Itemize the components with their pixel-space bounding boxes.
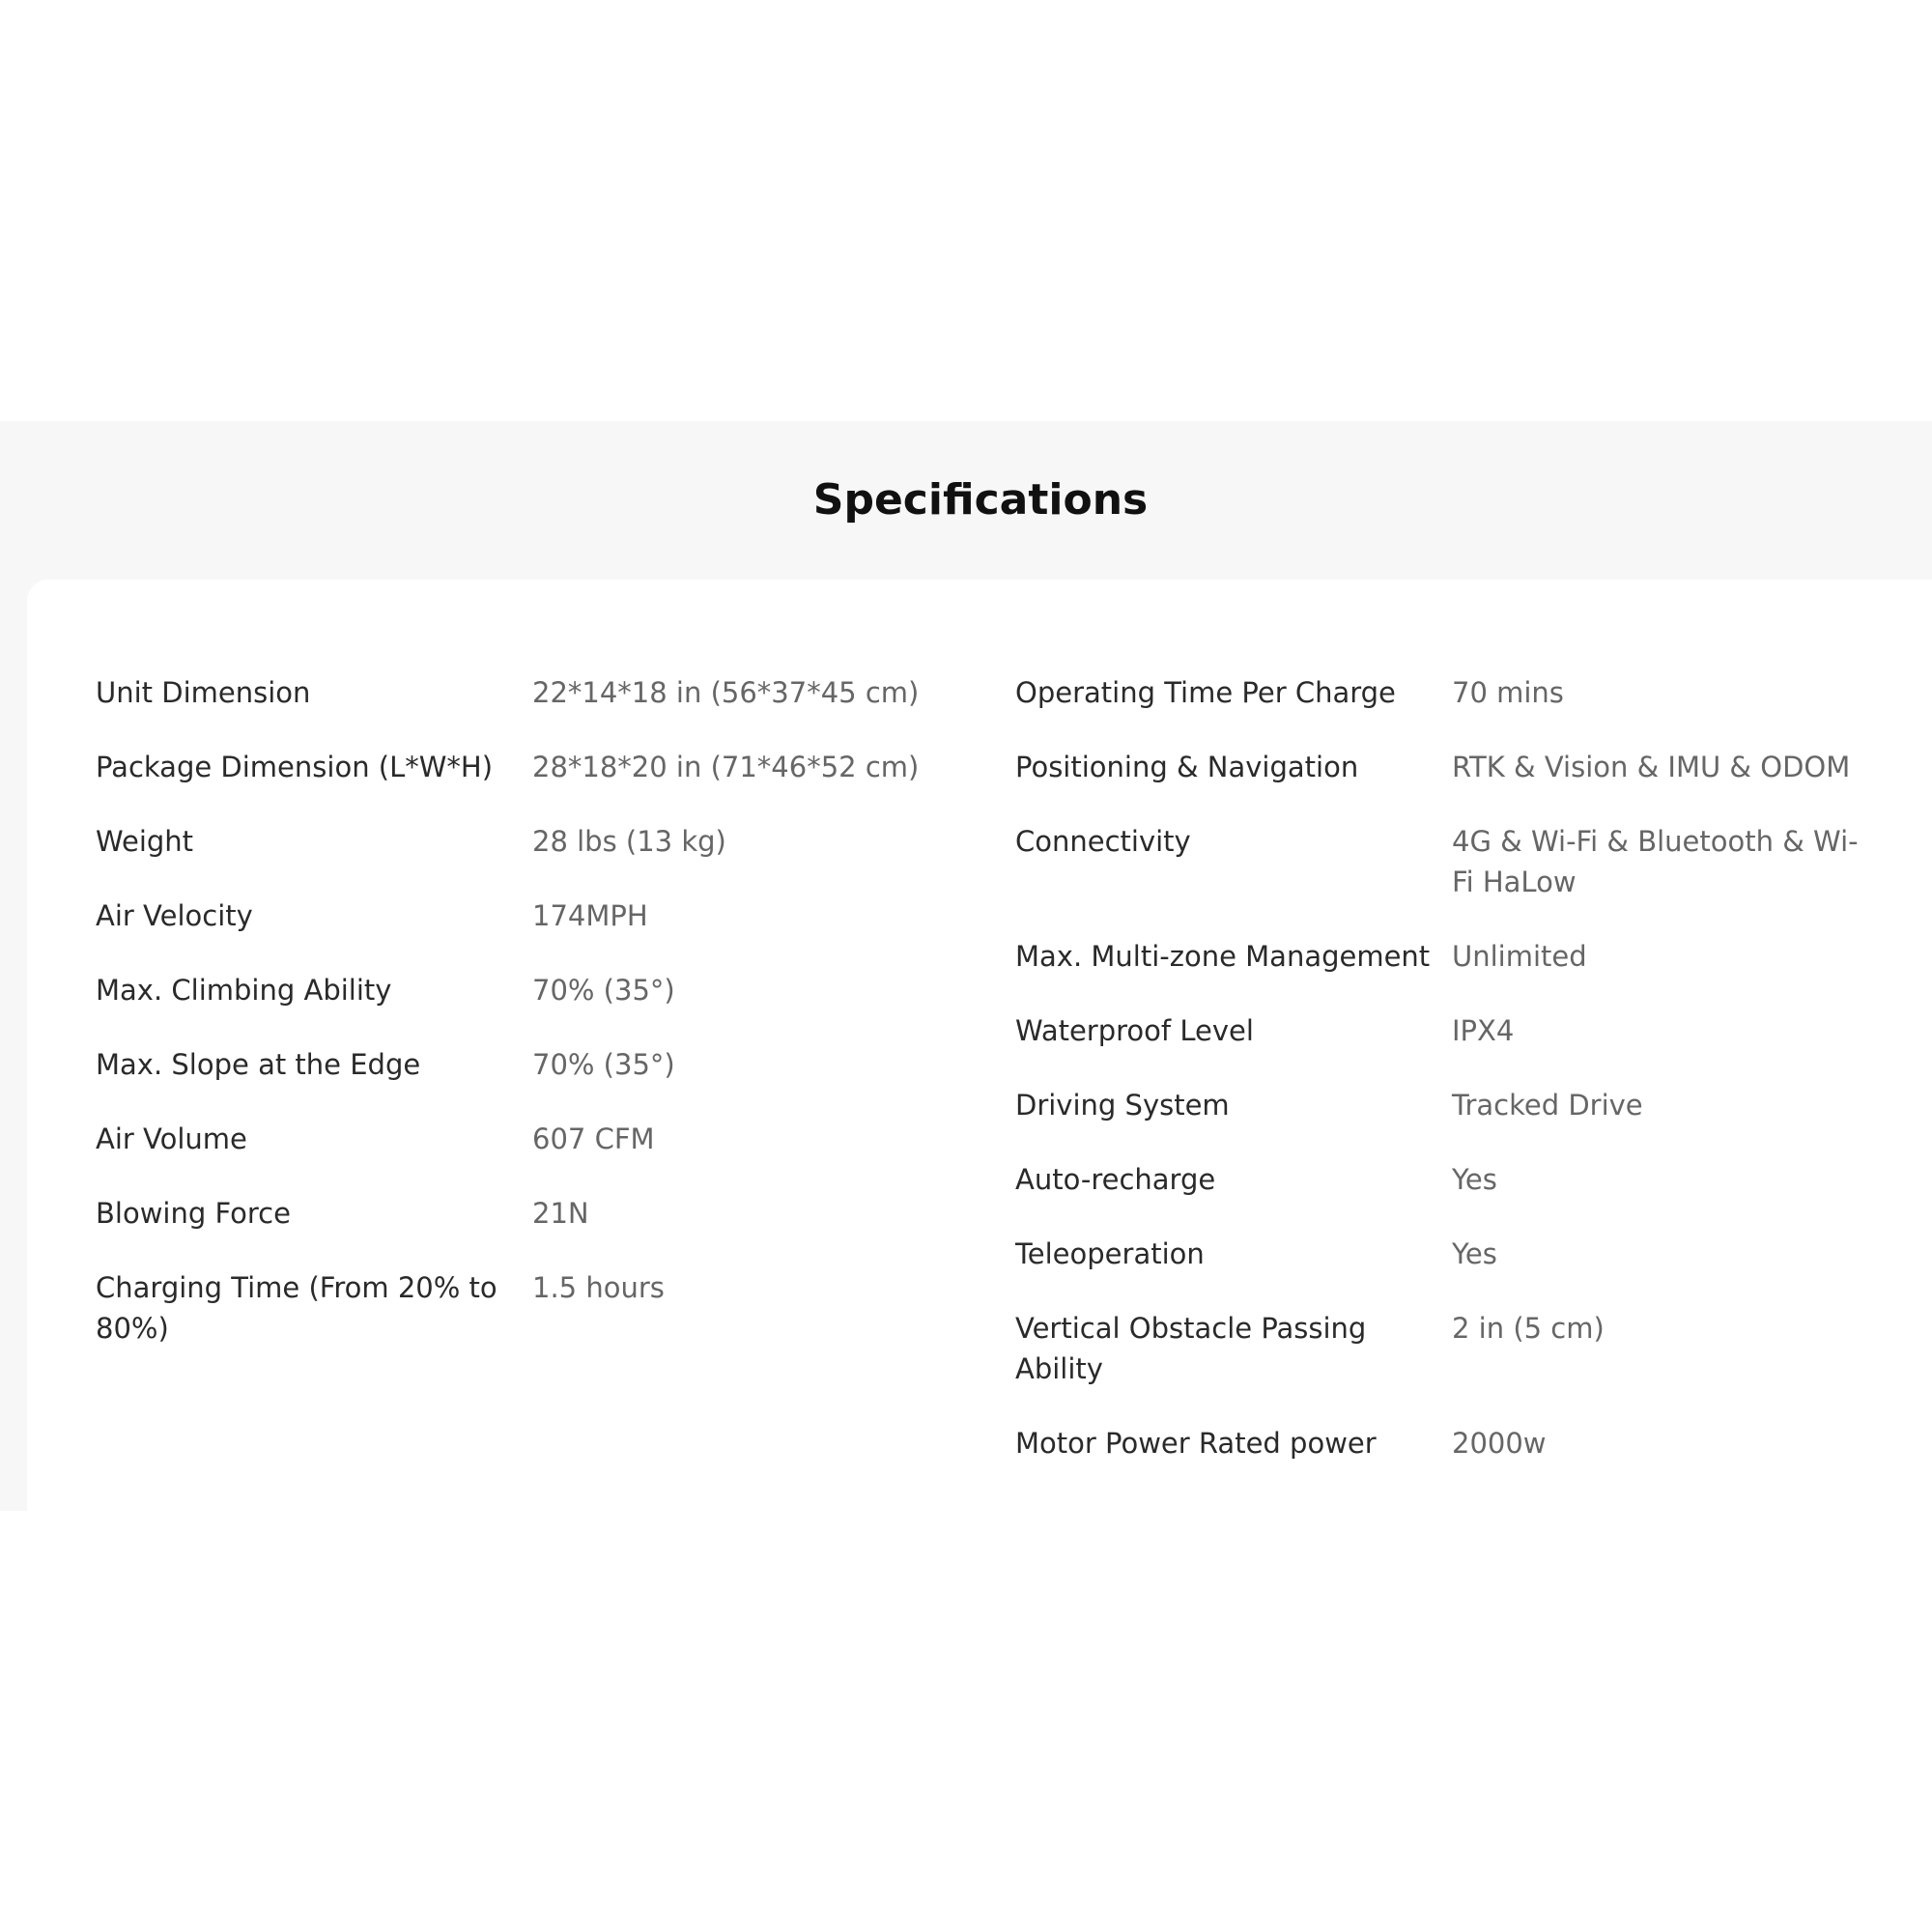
spec-row-motor-power	[1015, 1423, 1877, 1463]
spec-row-teleoperation	[1015, 1234, 1877, 1274]
spec-row-air-velocity	[96, 895, 957, 936]
spec-row-air-volume	[96, 1119, 957, 1159]
spec-label: Auto-recharge	[1015, 1163, 1216, 1196]
spec-value: 70 mins	[1452, 676, 1564, 709]
spec-label: Max. Climbing Ability	[96, 974, 392, 1007]
spec-value: 2 in (5 cm)	[1452, 1312, 1605, 1345]
spec-row-obstacle-passing	[1015, 1308, 1877, 1389]
spec-row-auto-recharge	[1015, 1159, 1877, 1200]
spec-label: Waterproof Level	[1015, 1014, 1254, 1047]
specifications-section	[0, 421, 1932, 1511]
spec-value: 28 lbs (13 kg)	[532, 825, 726, 858]
spec-label: Operating Time Per Charge	[1015, 676, 1396, 709]
spec-row-waterproof-level	[1015, 1010, 1877, 1051]
spec-row-operating-time	[1015, 672, 1877, 713]
spec-label: Teleoperation	[1015, 1237, 1205, 1270]
spec-label: Weight	[96, 825, 194, 858]
spec-value: Tracked Drive	[1452, 1089, 1643, 1122]
spec-value: 22*14*18 in (56*37*45 cm)	[532, 676, 920, 709]
spec-row-connectivity	[1015, 821, 1877, 902]
spec-value: Yes	[1452, 1237, 1497, 1270]
spec-label: Positioning & Navigation	[1015, 751, 1359, 783]
spec-column-left	[96, 672, 957, 1382]
spec-label: Vertical Obstacle Passing Ability	[1015, 1312, 1367, 1385]
spec-label: Unit Dimension	[96, 676, 311, 709]
spec-value: 1.5 hours	[532, 1271, 665, 1304]
spec-column-right	[1015, 672, 1877, 1497]
spec-row-multi-zone-management	[1015, 936, 1877, 977]
spec-label: Connectivity	[1015, 825, 1191, 858]
spec-label: Air Volume	[96, 1122, 247, 1155]
spec-value: 2000w	[1452, 1427, 1547, 1460]
spec-row-package-dimension	[96, 747, 957, 787]
spec-label: Motor Power Rated power	[1015, 1427, 1377, 1460]
spec-label: Driving System	[1015, 1089, 1230, 1122]
section-title: Specifications	[812, 475, 1149, 525]
spec-value: 4G & Wi-Fi & Bluetooth & Wi-Fi HaLow	[1452, 825, 1859, 898]
specifications-card	[27, 580, 1932, 1511]
spec-value: 21N	[532, 1197, 589, 1230]
spec-label: Max. Multi-zone Management	[1015, 940, 1431, 973]
spec-label: Charging Time (From 20% to 80%)	[96, 1271, 497, 1345]
spec-value: IPX4	[1452, 1014, 1515, 1047]
spec-value: Unlimited	[1452, 940, 1587, 973]
spec-row-blowing-force	[96, 1193, 957, 1234]
spec-value: 70% (35°)	[532, 1048, 675, 1081]
spec-value: 607 CFM	[532, 1122, 655, 1155]
spec-row-charging-time	[96, 1267, 957, 1349]
spec-value: Yes	[1452, 1163, 1497, 1196]
spec-value: RTK & Vision & IMU & ODOM	[1452, 751, 1851, 783]
spec-label: Air Velocity	[96, 899, 253, 932]
spec-label: Max. Slope at the Edge	[96, 1048, 421, 1081]
spec-value: 70% (35°)	[532, 974, 675, 1007]
spec-row-unit-dimension	[96, 672, 957, 713]
spec-value: 28*18*20 in (71*46*52 cm)	[532, 751, 920, 783]
spec-label: Blowing Force	[96, 1197, 291, 1230]
spec-row-weight	[96, 821, 957, 862]
spec-row-max-slope-edge	[96, 1044, 957, 1085]
spec-row-max-climbing-ability	[96, 970, 957, 1010]
spec-label: Package Dimension (L*W*H)	[96, 751, 494, 783]
spec-row-positioning-navigation	[1015, 747, 1877, 787]
spec-value: 174MPH	[532, 899, 648, 932]
spec-row-driving-system	[1015, 1085, 1877, 1125]
